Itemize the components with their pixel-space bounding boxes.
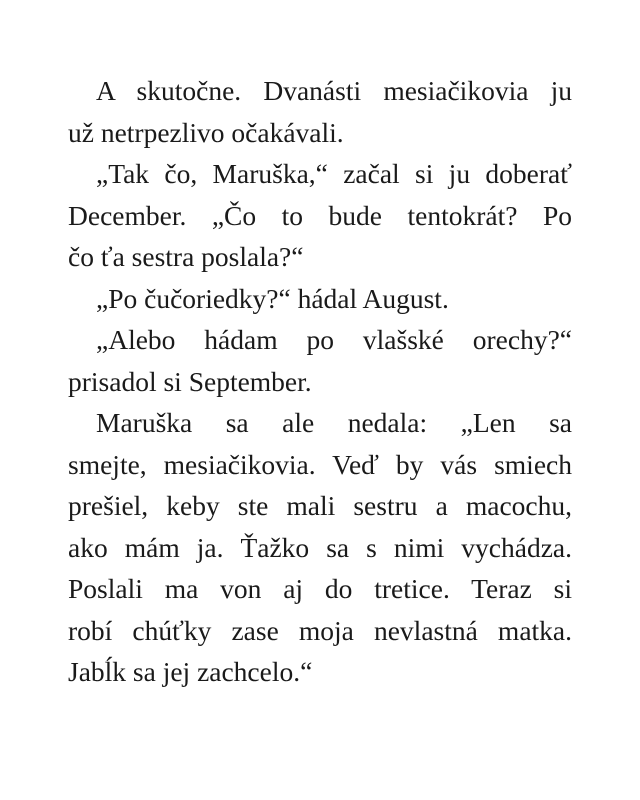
text-line: „Tak čo, Maruška,“ začal si ju doberať (96, 158, 572, 189)
text-line: „Po čučoriedky?“ hádal August. (96, 282, 449, 314)
text-line: Poslali ma von aj do tretice. Teraz si (68, 573, 572, 604)
text-line: smejte, mesiačikovia. Veď by vás smiech (68, 448, 572, 480)
text-line: čo ťa sestra poslala?“ (68, 241, 304, 272)
text-line: Maruška sa ale nedala: „Len sa (96, 407, 572, 438)
text-line: December. „Čo to bude tentokrát? Po (68, 199, 572, 231)
text-line: „Alebo hádam po vlašské orechy?“ (96, 324, 572, 355)
text-line: ako mám ja. Ťažko sa s nimi vychádza. (68, 531, 572, 563)
text-line: prešiel, keby ste mali sestru a macochu, (68, 490, 572, 521)
text-line: Jabĺk sa jej zachcelo.“ (68, 656, 313, 687)
text-line: A skutočne. Dvanásti mesiačikovia ju (96, 75, 572, 106)
body-text (68, 70, 572, 693)
text-line: robí chúťky zase moja nevlastná matka. (68, 614, 572, 646)
text-line: prisadol si September. (68, 365, 312, 397)
text-line: už netrpezlivo očakávali. (68, 116, 344, 148)
